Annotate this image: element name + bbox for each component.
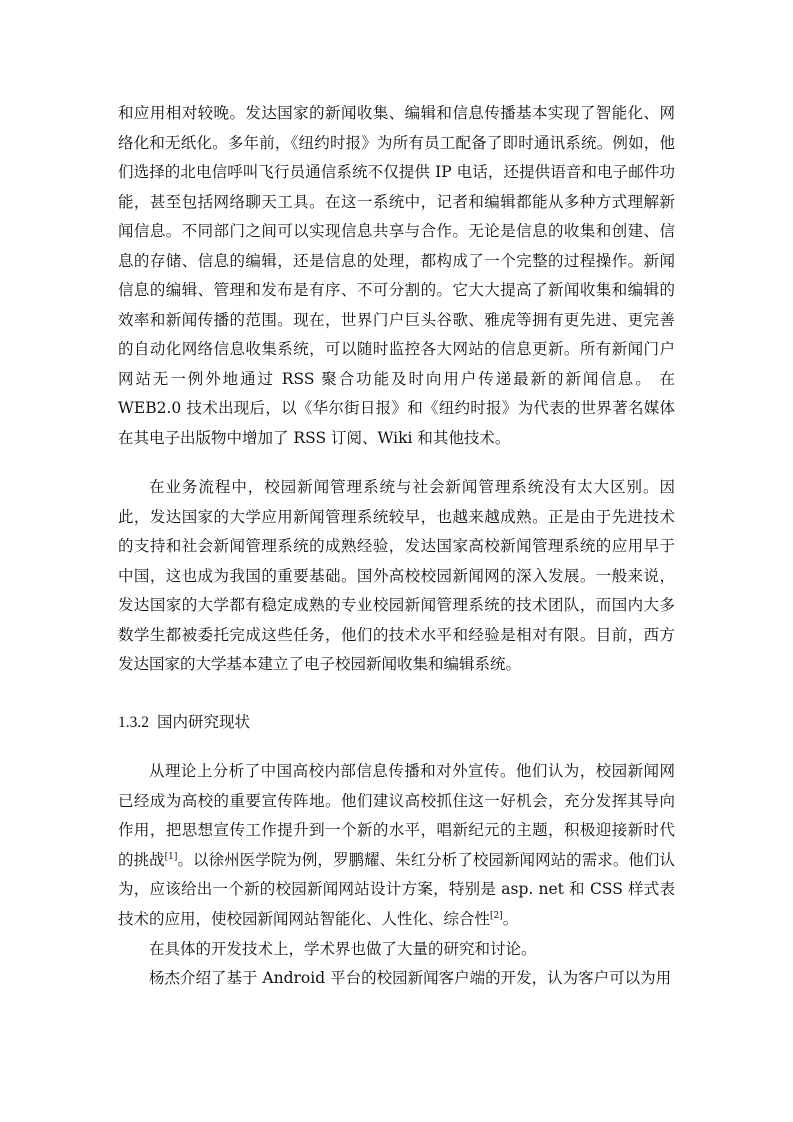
section-heading — [118, 710, 250, 735]
paragraph-3-text-2: 。以徐州医学院为例，罗鹏耀、朱红分析了校园新闻网站的需求。他们认为，应该给出一个新的校园新闻网站设计方案，特别是 asp. net 和 CSS 样式表技术的应用，使校园新闻网站智能化、人性化、综合性 — [118, 850, 675, 928]
section-title: 国内研究现状 — [157, 713, 251, 731]
paragraph-5: 杨杰介绍了基于 Android 平台的校园新闻客户端的开发，认为客户可以为用 — [149, 969, 672, 987]
citation-2: [2] — [490, 910, 503, 921]
paragraph-1: 和应用相对较晚。发达国家的新闻收集、编辑和信息传播基本实现了智能化、网络化和无纸化。多年前，《纽约时报》为所有员工配备了即时通讯系统。例如，他们选择的北电信呼叫飞行员通信系统不仅提供 IP 电话，还提供语音和电子邮件功能，甚至包括网络聊天工具。在这一系统中，记者和编辑都能从多种方式理解新闻信息。不同部门之间可以实现信息共享与合作。无论是信息的收集和创建、信息的存储、信息的编辑，还是信息的处理，都构成了一个完整的过程操作。新闻信息的编辑、管理和发布是有序、不可分割的。它大大提高了新闻收集和编辑的效率和新闻传播的范围。现在，世界门户巨头谷歌、雅虎等拥有更先进、更完善的自动化网络信息收集系统，可以随时监控各大网站的信息更新。所有新闻门户网站无一例外地通过 RSS 聚合功能及时向用户传递最新的新闻信息。 在 WEB2.0 技术出现后，以《华尔街日报》和《纽约时报》为代表的世界著名媒体在其电子出版物中增加了 RSS 订阅、Wiki 和其他技术。 — [118, 104, 675, 447]
paragraph-3 — [118, 757, 675, 934]
paragraph-2: 在业务流程中，校园新闻管理系统与社会新闻管理系统没有太大区别。因此，发达国家的大学应用新闻管理系统较早，也越来越成熟。正是由于先进技术的支持和社会新闻管理系统的成熟经验，发达国家高校新闻管理系统的应用早于中国，这也成为我国的重要基础。国外高校校园新闻网的深入发展。一般来说，发达国家的大学都有稳定成熟的专业校园新闻管理系统的技术团队，而国内大多数学生都被委托完成这些任务，他们的技术水平和经验是相对有限。目前，西方发达国家的大学基本建立了电子校园新闻收集和编辑系统。 — [118, 478, 675, 673]
section-number: 1.3.2 — [118, 714, 149, 731]
paragraph-4: 在具体的开发技术上，学术界也做了大量的研究和讨论。 — [149, 940, 537, 958]
paragraph-3-text: 从理论上分析了中国高校内部信息传播和对外宣传。他们认为，校园新闻网已经成为高校的重要宣传阵地。他们建议高校抓住这一好机会，充分发挥其导向作用，把思想宣传工作提升到一个新的水平，唱新纪元的主题，积极迎接新时代的挑战 — [118, 762, 675, 869]
citation-1: [1] — [164, 851, 178, 862]
paragraph-3-end: 。 — [502, 909, 519, 928]
